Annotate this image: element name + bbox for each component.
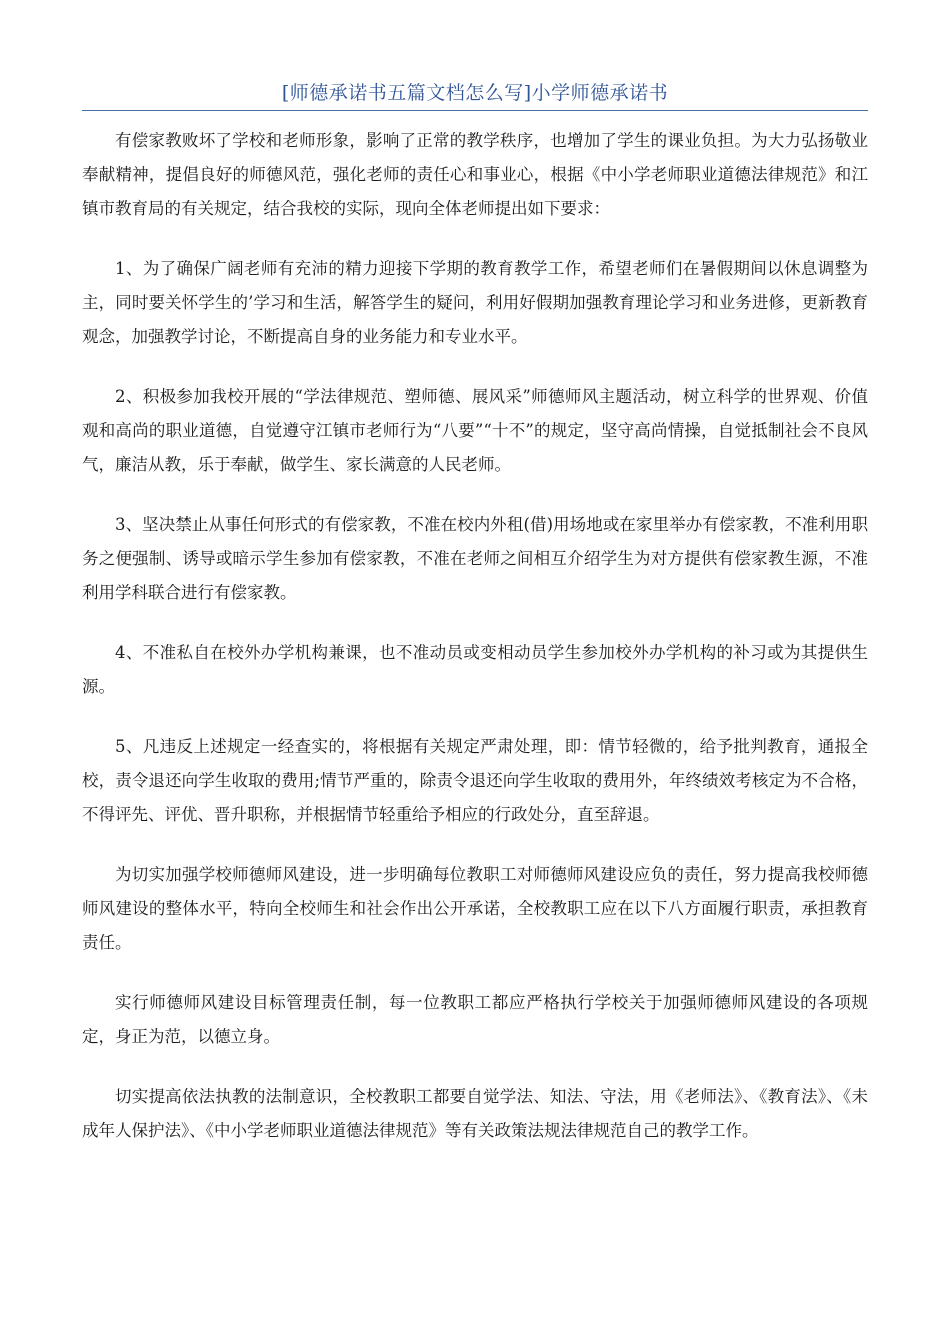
paragraph-intro: 有偿家教败坏了学校和老师形象，影响了正常的教学秩序，也增加了学生的课业负担。为大力弘扬敬业奉献精神，提倡良好的师德风范，强化老师的责任心和事业心，根据《中小学老师职业道德法律规范》和江镇市教育局的有关规定，结合我校的实际，现向全体老师提出如下要求： <box>82 131 868 218</box>
paragraph-commitment-2: 切实提高依法执教的法制意识，全校教职工都要自觉学法、知法、守法，用《老师法》、《教育法》、《未成年人保护法》、《中小学老师职业道德法律规范》等有关政策法规法律规范自己的教学工作。 <box>82 1087 868 1140</box>
page-title: [师德承诺书五篇文档怎么写]小学师德承诺书 <box>281 82 669 104</box>
paragraph-item-2: 2、积极参加我校开展的“学法律规范、塑师德、展风采”师德师风主题活动，树立科学的世界观、价值观和高尚的职业道德，自觉遵守江镇市老师行为“八要”“十不”的规定，坚守高尚情操，自觉抵制社会不良风气，廉洁从教，乐于奉献，做学生、家长满意的人民老师。 <box>82 387 868 474</box>
paragraph-item-1: 1、为了确保广阔老师有充沛的精力迎接下学期的教育教学工作，希望老师们在暑假期间以休息调整为主，同时要关怀学生的’学习和生活，解答学生的疑问，利用好假期加强教育理论学习和业务进修，更新教育观念，加强教学讨论，不断提高自身的业务能力和专业水平。 <box>82 259 868 346</box>
paragraph-item-4: 4、不准私自在校外办学机构兼课，也不准动员或变相动员学生参加校外办学机构的补习或为其提供生源。 <box>82 643 868 696</box>
page-header <box>82 80 868 111</box>
paragraph-commitment-1: 实行师德师风建设目标管理责任制，每一位教职工都应严格执行学校关于加强师德师风建设的各项规定，身正为范，以德立身。 <box>82 993 868 1046</box>
paragraph-commitment-intro: 为切实加强学校师德师风建设，进一步明确每位教职工对师德师风建设应负的责任，努力提高我校师德师风建设的整体水平，特向全校师生和社会作出公开承诺，全校教职工应在以下八方面履行职责，承担教育责任。 <box>82 865 868 952</box>
paragraph-item-3: 3、坚决禁止从事任何形式的有偿家教，不准在校内外租(借)用场地或在家里举办有偿家教，不准利用职务之便强制、诱导或暗示学生参加有偿家教，不准在老师之间相互介绍学生为对方提供有偿家教生源，不准利用学科联合进行有偿家教。 <box>82 515 868 602</box>
paragraph-item-5: 5、凡违反上述规定一经查实的，将根据有关规定严肃处理，即：情节轻微的，给予批判教育，通报全校，责令退还向学生收取的费用;情节严重的，除责令退还向学生收取的费用外，年终绩效考核定为不合格，不得评先、评优、晋升职称，并根据情节轻重给予相应的行政处分，直至辞退。 <box>82 737 868 824</box>
document-body <box>82 124 868 1174</box>
